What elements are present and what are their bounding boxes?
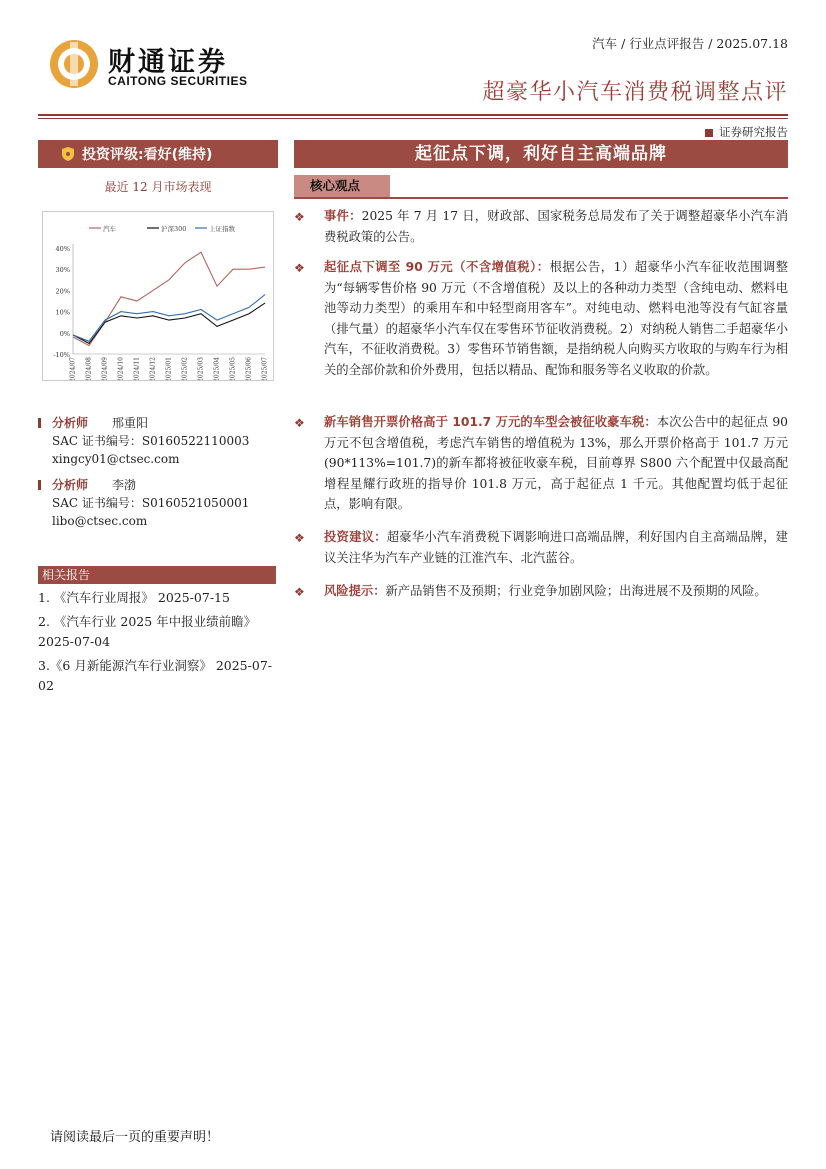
- y-tick-label: 40%: [55, 245, 70, 253]
- key-point-text: 新产品销售不及预期；行业竞争加剧风险；出海进展不及预期的风险。: [385, 584, 767, 598]
- key-point-text: 超豪华小汽车消费税下调影响进口高端品牌，利好国内自主高端品牌，建议关注华为汽车产业链的江淮汽车、北汽蓝谷。: [324, 530, 788, 565]
- x-tick-label: 2024/12: [149, 357, 157, 380]
- market-chart: [42, 211, 274, 381]
- analyst-role: 分析师: [52, 478, 89, 492]
- y-tick-label: 30%: [55, 266, 70, 275]
- diamond-bullet-icon: ❖: [294, 210, 305, 224]
- key-point: [294, 581, 788, 602]
- disclaimer-footer: 请阅读最后一页的重要声明！: [50, 1130, 220, 1145]
- diamond-bullet-icon: ❖: [294, 531, 305, 545]
- legend-label: 沪深300: [161, 225, 187, 233]
- legend-label: 汽车: [103, 225, 116, 233]
- key-point: [294, 412, 788, 515]
- logo-mark-icon: [48, 38, 100, 90]
- section-tag: 核心观点: [294, 175, 390, 197]
- related-report-item[interactable]: 2. 《汽车行业 2025 年中报业绩前瞻》 2025-07-04: [38, 614, 257, 649]
- x-tick-label: 2025/07: [261, 357, 269, 380]
- x-tick-label: 2025/06: [245, 357, 253, 380]
- x-tick-label: 2024/08: [85, 357, 93, 380]
- analyst-name: 李渤: [112, 478, 137, 492]
- x-tick-label: 2024/10: [117, 357, 125, 380]
- header-divider: [38, 114, 788, 116]
- logo-text-cn: 财通证券: [108, 47, 228, 78]
- analyst-marker: [38, 418, 41, 428]
- report-type-tag: [705, 124, 788, 140]
- legend-label: 上证指数: [209, 225, 235, 233]
- related-report-item[interactable]: 1. 《汽车行业周报》 2025-07-15: [38, 590, 230, 605]
- square-bullet-icon: [705, 129, 713, 137]
- x-tick-label: 2024/11: [133, 357, 141, 380]
- y-tick-label: 20%: [55, 287, 70, 296]
- key-point: [294, 527, 788, 568]
- key-point-label: 风险提示：: [324, 584, 386, 598]
- series-line: [73, 303, 265, 343]
- headline-banner: 起征点下调，利好自主高端品牌: [294, 140, 788, 168]
- analyst-email[interactable]: libo@ctsec.com: [52, 514, 148, 528]
- analyst-card: [52, 414, 282, 468]
- key-point-text: 本次公告中的起征点 90 万元不包含增值税，考虑汽车销售的增值税为 13%，那么开票价格高于 101.7 万元(90*113%=101.7)的新车都将被征收豪车税，目前尊界 S800 六个配置中仅最高配增程星耀行政班的指导价 101.8 万元，高于起征点 1 千元。其他配置均低于起征点，影响有限。: [324, 415, 788, 511]
- x-tick-label: 2025/05: [229, 357, 237, 380]
- analyst-name: 邢重阳: [112, 416, 149, 430]
- analyst-email[interactable]: xingcy01@ctsec.com: [52, 452, 180, 466]
- rating-banner: [38, 140, 278, 168]
- y-tick-label: 10%: [55, 308, 70, 317]
- analyst-cert: SAC 证书编号：S0160521050001: [52, 496, 250, 510]
- logo-text-en: CAITONG SECURITIES: [108, 74, 248, 88]
- rating-label: 投资评级:看好(维持): [82, 147, 213, 163]
- section-divider: [294, 197, 788, 199]
- left-sidebar: [38, 140, 278, 381]
- report-type-label: 证券研究报告: [719, 125, 788, 139]
- related-reports-header: 相关报告: [38, 566, 276, 584]
- breadcrumb: 汽车 / 行业点评报告 / 2025.07.18: [592, 36, 788, 51]
- key-point-text: 2025 年 7 月 17 日，财政部、国家税务总局发布了关于调整超豪华小汽车消费税政策的公告。: [324, 209, 788, 244]
- analyst-marker: [38, 480, 41, 490]
- analyst-role: 分析师: [52, 416, 89, 430]
- y-tick-label: 0%: [59, 329, 70, 338]
- x-tick-label: 2024/09: [101, 357, 109, 380]
- market-performance-title: 最近 12 月市场表现: [104, 180, 212, 194]
- x-tick-label: 2025/02: [181, 357, 189, 380]
- x-tick-label: 2025/03: [197, 357, 205, 380]
- series-line: [73, 295, 265, 342]
- key-point: [294, 206, 788, 247]
- key-point-label: 事件：: [324, 209, 362, 223]
- shield-icon: [62, 147, 74, 161]
- diamond-bullet-icon: ❖: [294, 416, 305, 430]
- report-title: 超豪华小汽车消费税调整点评: [482, 80, 788, 105]
- x-tick-label: 2025/01: [165, 357, 173, 380]
- key-point-text: 根据公告，1）超豪华小汽车征收范围调整为“每辆零售价格 90 万元（不含增值税）及以上的各种动力类型（含纯电动、燃料电池等动力类型）的乘用车和中轻型商用客车”。对纯电动、燃料电池等没有气缸容量（排气量）的超豪华小汽车仅在零售环节征收消费税。2）对纳税人销售二手超豪华小汽车，不征收消费税。3）零售环节销售额，是指纳税人向购买方收取的与购车行为相关的全部价款和价外费用，包括以精品、配饰和服务等名义收取的价款。: [324, 260, 789, 377]
- diamond-bullet-icon: ❖: [294, 585, 305, 599]
- header-divider-thin: [38, 118, 788, 119]
- x-tick-label: 2025/04: [213, 357, 221, 380]
- series-line: [73, 252, 265, 345]
- diamond-bullet-icon: ❖: [294, 261, 305, 275]
- market-chart-svg: [43, 212, 273, 380]
- analyst-card: [52, 476, 282, 530]
- page-header: [0, 0, 826, 139]
- key-point-label: 投资建议：: [324, 530, 387, 544]
- related-reports-list: [38, 588, 278, 700]
- analyst-cert: SAC 证书编号：S0160522110003: [52, 434, 250, 448]
- key-point-label: 新车销售开票价格高于 101.7 万元的车型会被征收豪车税：: [324, 415, 657, 429]
- key-point: [294, 257, 788, 380]
- related-report-item[interactable]: 3.《6 月新能源汽车行业洞察》 2025-07-02: [38, 658, 272, 693]
- y-tick-label: -10%: [53, 351, 70, 359]
- key-point-label: 起征点下调至 90 万元（不含增值税）：: [324, 260, 550, 274]
- x-tick-label: 2024/07: [69, 357, 77, 380]
- main-content: [294, 140, 788, 199]
- company-logo: [48, 38, 248, 90]
